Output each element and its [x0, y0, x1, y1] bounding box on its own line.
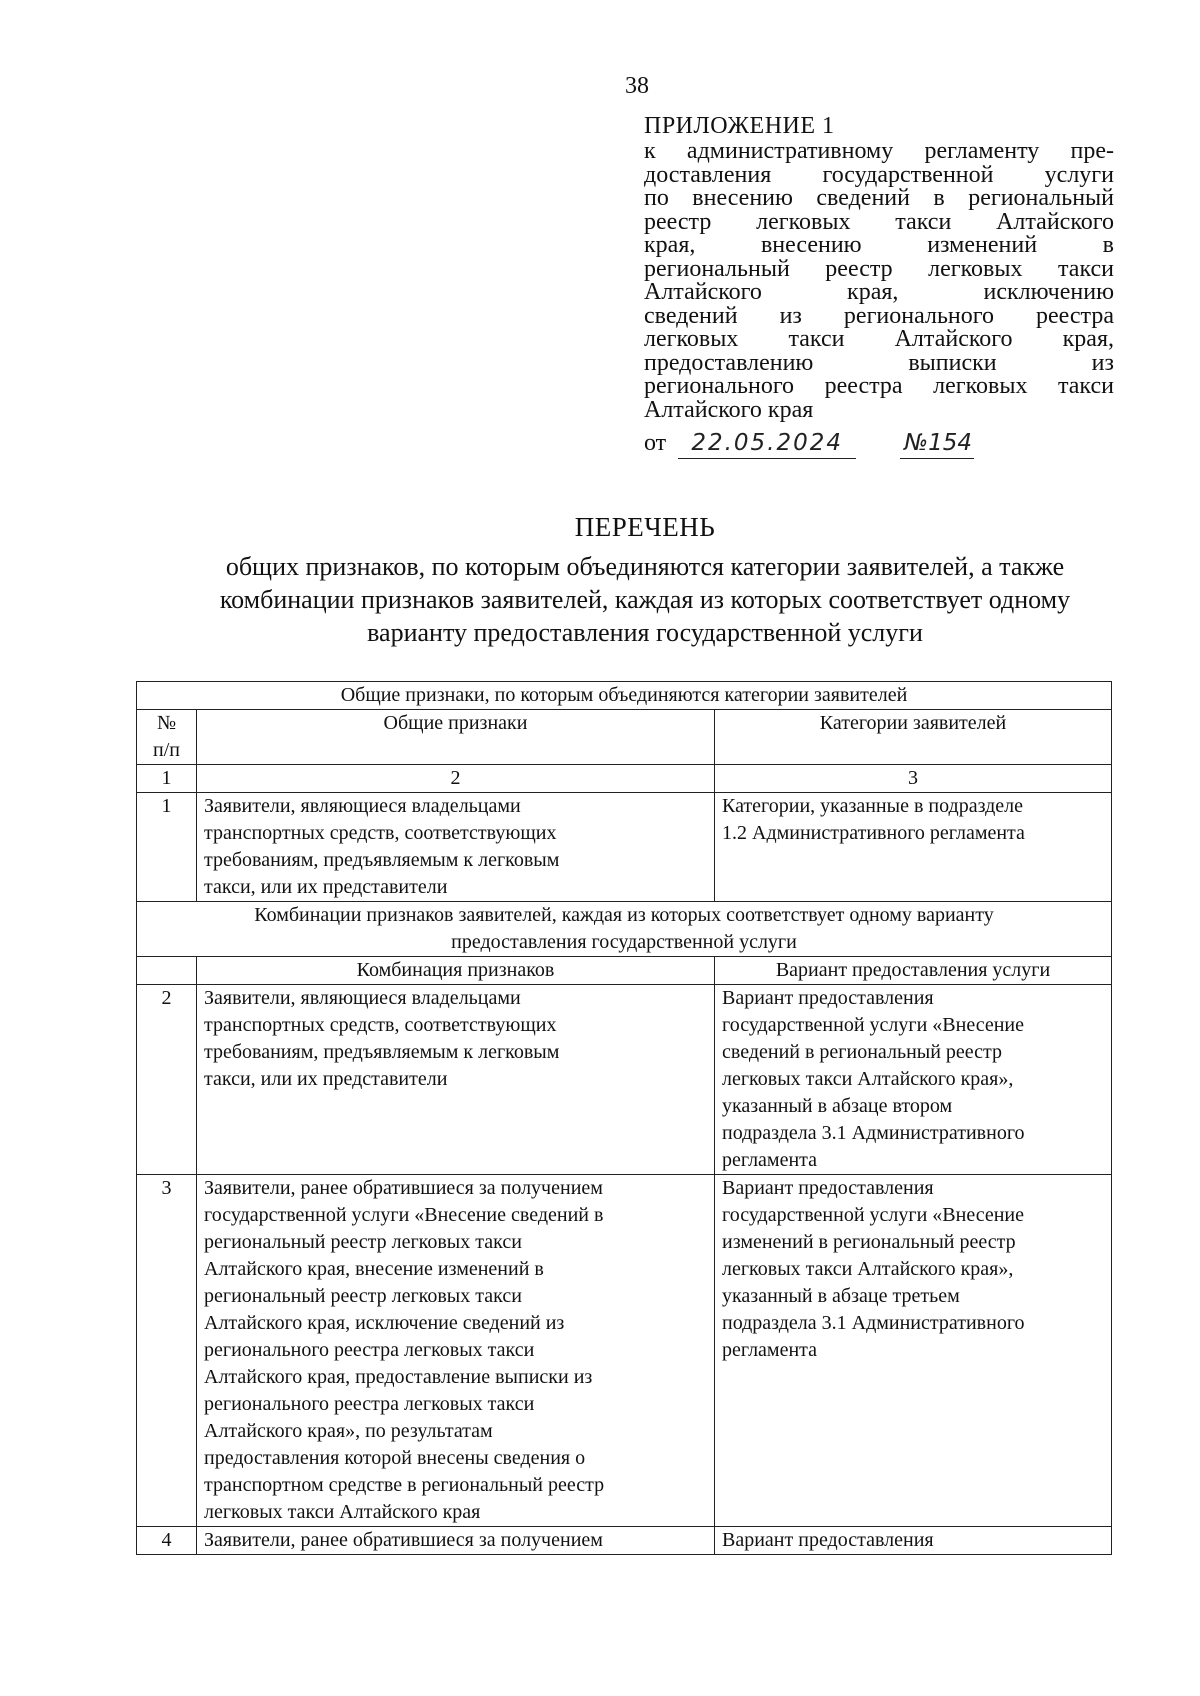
handwritten-date: 22.05.2024 — [678, 428, 856, 459]
column-header-combination: Комбинация признаков — [197, 957, 715, 985]
appendix-text-line: предоставлению выписки из — [644, 349, 1114, 376]
table-index-row — [137, 765, 1112, 793]
combination-cell: Заявители, ранее обратившиеся за получением — [197, 1527, 715, 1555]
criteria-cell: Заявители, являющиеся владельцами транспортных средств, соответствующих требованиям, предъявляемым к легковым такси, или их представители — [197, 793, 715, 902]
column-header-number: № п/п — [137, 710, 197, 765]
index-cell: 2 — [197, 765, 715, 793]
appendix-date-line — [644, 428, 1114, 459]
row-number: 2 — [137, 985, 197, 1175]
row-number: 1 — [137, 793, 197, 902]
date-prefix: от — [644, 430, 667, 456]
appendix-text-line: доставления государственной услуги — [644, 161, 1114, 188]
table-row — [137, 985, 1112, 1175]
row-number: 3 — [137, 1175, 197, 1527]
table-header-row — [137, 957, 1112, 985]
appendix-text-line: к административному регламенту пре- — [644, 138, 1114, 164]
section1-title: Общие признаки, по которым объединяются категории заявителей — [137, 682, 1112, 710]
column-header-general: Общие признаки — [197, 710, 715, 765]
appendix-text-line: региональный реестр легковых такси — [644, 255, 1114, 282]
table-section-row — [137, 682, 1112, 710]
column-header-variant: Вариант предоставления услуги — [715, 957, 1112, 985]
column-header-empty — [137, 957, 197, 985]
appendix-text-line: реестр легковых такси Алтайского — [644, 208, 1114, 235]
heading-title: ПЕРЕЧЕНЬ — [574, 512, 716, 542]
section2-title: Комбинации признаков заявителей, каждая из которых соответствует одному варианту предоставления государственной услуги — [137, 902, 1112, 957]
variant-cell: Вариант предоставления государственной услуги «Внесение сведений в региональный реестр легковых такси Алтайского края», указанный в абзаце втором подраздела 3.1 Административного регламента — [715, 985, 1112, 1175]
heading-subtitle: общих признаков, по которым объединяются категории заявителей, а также комбинации признаков заявителей, каждая из которых соответствует одному варианту предоставления государственной услуги — [219, 552, 1071, 647]
index-cell: 3 — [715, 765, 1112, 793]
appendix-text-line: Алтайского края — [644, 396, 814, 423]
document-heading — [130, 510, 1160, 649]
category-cell: Категории, указанные в подразделе 1.2 Административного регламента — [715, 793, 1112, 902]
page-number: 38 — [625, 73, 649, 99]
table-row — [137, 1175, 1112, 1527]
appendix-text-line: края, внесению изменений в — [644, 232, 1114, 258]
appendix-text-line: по внесению сведений в региональный — [644, 185, 1114, 211]
appendix-text-line: сведений из регионального реестра — [644, 302, 1114, 329]
criteria-table — [136, 681, 1112, 1555]
combination-cell: Заявители, ранее обратившиеся за получением государственной услуги «Внесение сведений в региональный реестр легковых такси Алтайского края, внесение изменений в региональный реестр легковых такси Алтайского края, исключение сведений из регионального реестра легковых такси Алтайского края, предоставление выписки из регионального реестра легковых такси Алтайского края», по результатам предоставления которой внесены сведения о транспортном средстве в региональный реестр легковых такси Алтайского края — [197, 1175, 715, 1527]
column-header-categories: Категории заявителей — [715, 710, 1112, 765]
variant-cell: Вариант предоставления государственной услуги «Внесение изменений в региональный реестр легковых такси Алтайского края», указанный в абзаце третьем подраздела 3.1 Административного регламента — [715, 1175, 1112, 1527]
table-row — [137, 1527, 1112, 1555]
table-section-row — [137, 902, 1112, 957]
index-cell: 1 — [137, 765, 197, 793]
handwritten-number: №154 — [900, 428, 974, 459]
table-header-row — [137, 710, 1112, 765]
appendix-text-line: Алтайского края, исключению — [644, 279, 1114, 305]
appendix-block — [644, 112, 1114, 459]
appendix-text-line: регионального реестра легковых такси — [644, 373, 1114, 399]
appendix-text-line: легковых такси Алтайского края, — [644, 326, 1114, 352]
table-row — [137, 793, 1112, 902]
row-number: 4 — [137, 1527, 197, 1555]
appendix-title: ПРИЛОЖЕНИЕ 1 — [644, 113, 835, 139]
combination-cell: Заявители, являющиеся владельцами транспортных средств, соответствующих требованиям, предъявляемым к легковым такси, или их представители — [197, 985, 715, 1175]
variant-cell: Вариант предоставления — [715, 1527, 1112, 1555]
